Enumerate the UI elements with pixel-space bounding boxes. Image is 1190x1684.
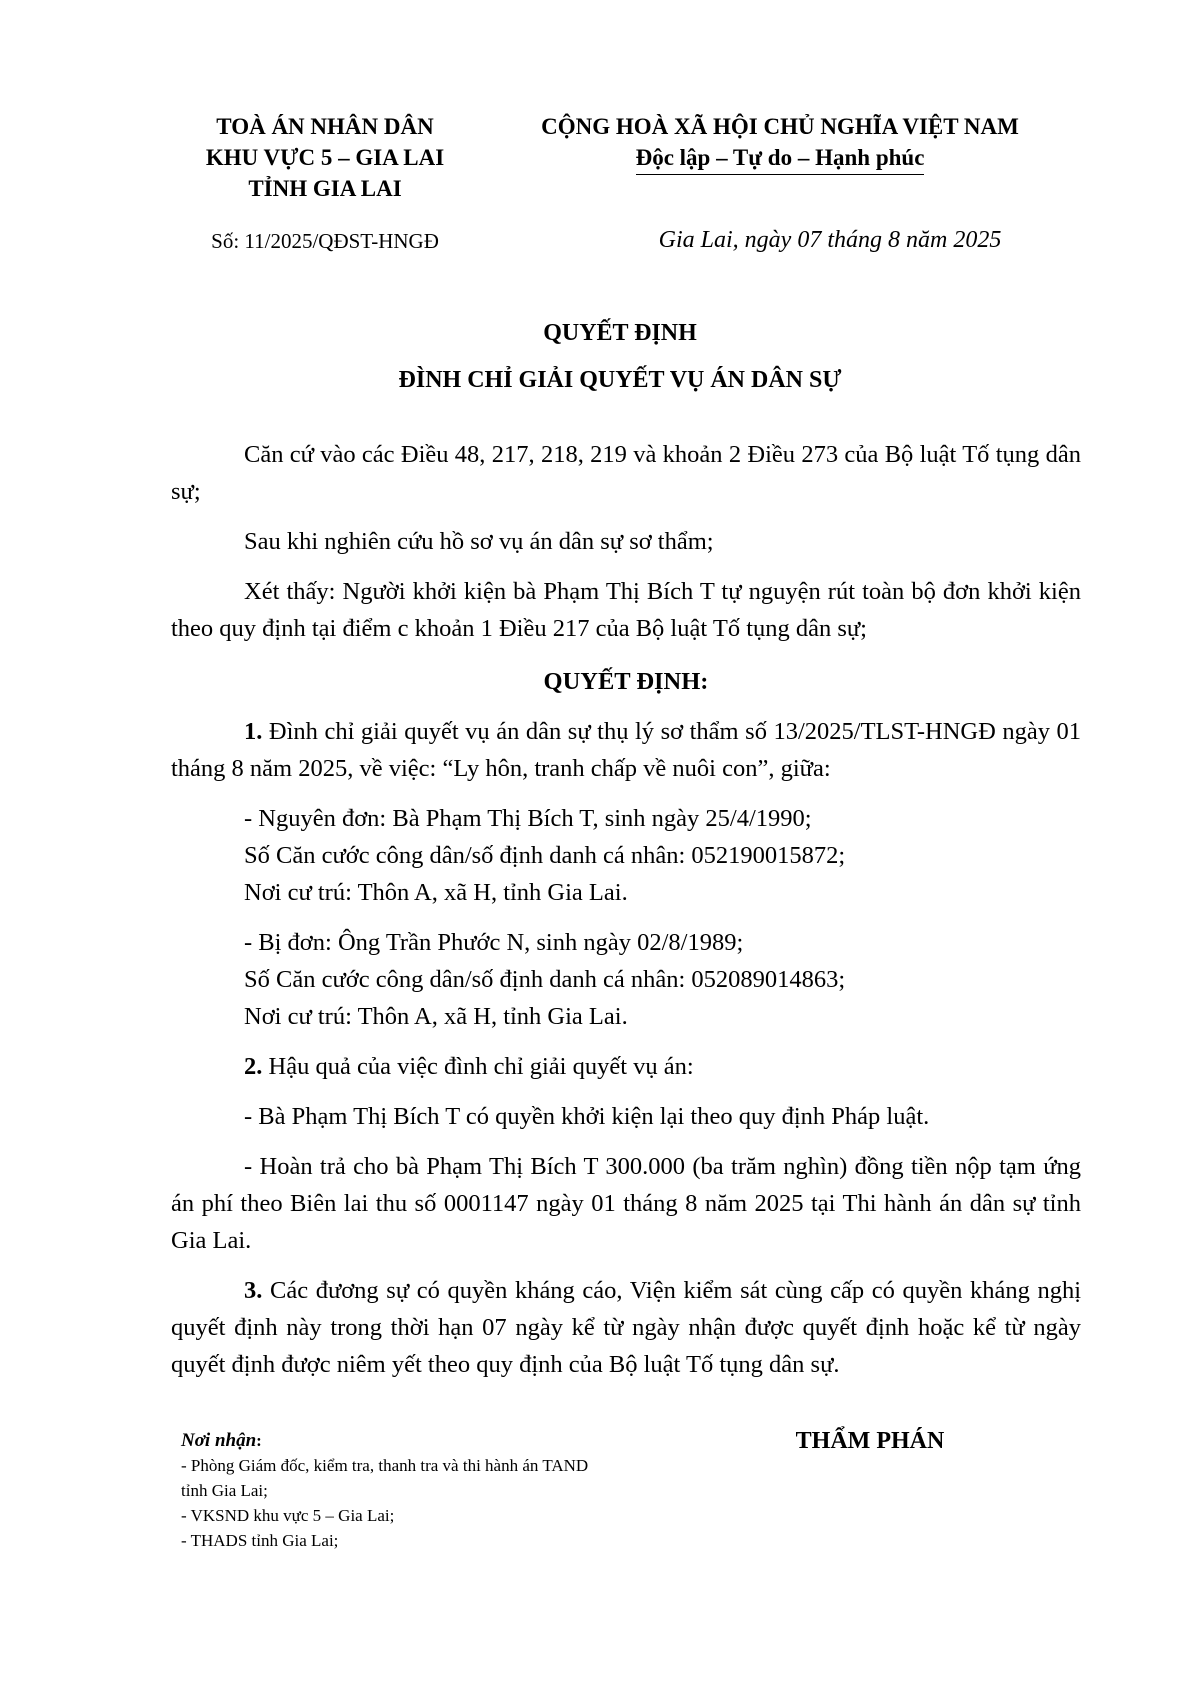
document-title: QUYẾT ĐỊNH	[543, 320, 697, 346]
document-subtitle: ĐÌNH CHỈ GIẢI QUYẾT VỤ ÁN DÂN SỰ	[398, 367, 842, 393]
national-header	[490, 111, 1070, 175]
plaintiff-id: Số Căn cước công dân/số định danh cá nhân: 052190015872;	[244, 842, 846, 869]
recipients-colon: :	[256, 1431, 262, 1450]
recipients-block	[181, 1428, 601, 1553]
document-date: Gia Lai, ngày 07 tháng 8 năm 2025	[658, 227, 1002, 253]
consideration-paragraph: Xét thấy: Người khởi kiện bà Phạm Thị Bích T tự nguyện rút toàn bộ đơn khởi kiện theo quy định tại điểm c khoản 1 Điều 217 của Bộ luật Tố tụng dân sự;	[171, 578, 1081, 642]
court-name-line1: TOÀ ÁN NHÂN DÂN	[216, 114, 434, 139]
defendant-id: Số Căn cước công dân/số định danh cá nhân: 052089014863;	[244, 966, 846, 993]
document-body	[171, 436, 1081, 1383]
decision-item-2	[171, 1048, 1081, 1085]
national-motto: Độc lập – Tự do – Hạnh phúc	[636, 142, 925, 175]
recipient-item: - THADS tỉnh Gia Lai;	[181, 1531, 339, 1550]
signature-title: THẨM PHÁN	[795, 1428, 945, 1454]
item-2-text: Hậu quả của việc đình chỉ giải quyết vụ án:	[268, 1053, 694, 1080]
decision-item-1	[171, 713, 1081, 787]
court-header	[160, 111, 490, 204]
country-name: CỘNG HOÀ XÃ HỘI CHỦ NGHĨA VIỆT NAM	[541, 114, 1019, 139]
decision-heading: QUYẾT ĐỊNH:	[543, 668, 709, 695]
defendant-block	[171, 924, 1081, 1035]
defendant-name: - Bị đơn: Ông Trần Phước N, sinh ngày 02/8/1989;	[244, 929, 744, 956]
recipients-label: Nơi nhận	[181, 1430, 257, 1451]
document-number: Số: 11/2025/QĐST-HNGĐ	[211, 229, 439, 253]
item-1-text: Đình chỉ giải quyết vụ án dân sự thụ lý sơ thẩm số 13/2025/TLST-HNGĐ ngày 01 tháng 8 năm 2025, về việc: “Ly hôn, tranh chấp về nuôi con”, giữa:	[171, 718, 1082, 782]
court-name-line3: TỈNH GIA LAI	[248, 176, 402, 201]
court-name-line2: KHU VỰC 5 – GIA LAI	[205, 145, 445, 170]
plaintiff-address: Nơi cư trú: Thôn A, xã H, tỉnh Gia Lai.	[244, 879, 628, 906]
plaintiff-block	[171, 800, 1081, 911]
decision-item-3	[171, 1272, 1081, 1383]
item-2-number: 2.	[244, 1053, 263, 1080]
item-3-number: 3.	[244, 1277, 263, 1304]
decision-item-2b: - Hoàn trả cho bà Phạm Thị Bích T 300.000 (ba trăm nghìn) đồng tiền nộp tạm ứng án phí theo Biên lai thu số 0001147 ngày 01 tháng 8 năm 2025 tại Thi hành án dân sự tỉnh Gia Lai.	[171, 1153, 1081, 1254]
item-3-text: Các đương sự có quyền kháng cáo, Viện kiểm sát cùng cấp có quyền kháng nghị quyết định này trong thời hạn 07 ngày kể từ ngày nhận được quyết định hoặc kể từ ngày quyết định được niêm yết theo quy định của Bộ luật Tố tụng dân sự.	[171, 1277, 1082, 1378]
recipient-item: - Phòng Giám đốc, kiểm tra, thanh tra và thi hành án TAND tỉnh Gia Lai;	[181, 1456, 589, 1500]
decision-item-2a: - Bà Phạm Thị Bích T có quyền khởi kiện lại theo quy định Pháp luật.	[244, 1103, 930, 1130]
plaintiff-name: - Nguyên đơn: Bà Phạm Thị Bích T, sinh ngày 25/4/1990;	[244, 805, 812, 832]
defendant-address: Nơi cư trú: Thôn A, xã H, tỉnh Gia Lai.	[244, 1003, 628, 1030]
item-1-number: 1.	[244, 718, 263, 745]
recipient-item: - VKSND khu vực 5 – Gia Lai;	[181, 1506, 395, 1525]
review-paragraph: Sau khi nghiên cứu hồ sơ vụ án dân sự sơ thẩm;	[244, 528, 714, 555]
legal-basis-paragraph: Căn cứ vào các Điều 48, 217, 218, 219 và khoản 2 Điều 273 của Bộ luật Tố tụng dân sự;	[171, 441, 1081, 505]
